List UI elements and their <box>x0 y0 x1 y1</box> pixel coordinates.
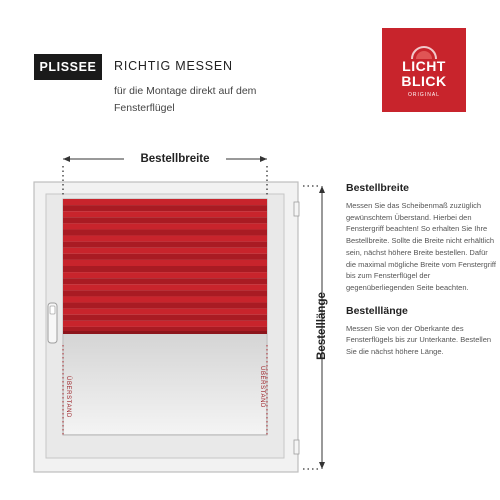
product-tag: PLISSEE <box>34 54 102 80</box>
blind-pleat <box>63 296 267 302</box>
blind-pleat <box>63 248 267 254</box>
blind-pleat-shade <box>63 254 267 260</box>
blind-pleat <box>63 321 267 327</box>
blind-bottom-rail <box>63 331 267 334</box>
info-text-length: Messen Sie von der Oberkante des Fensterflügels bis zur Unterkante. Bestellen Sie die nächst höhere Länge. <box>346 323 492 357</box>
length-label: Bestelllänge <box>316 292 328 360</box>
logo-line-2: BLICK <box>401 73 447 89</box>
blind-pleat <box>63 199 267 205</box>
hinge-top <box>294 202 299 216</box>
info-title-length: Bestelllänge <box>346 304 408 317</box>
blind-pleat-shade <box>63 229 267 235</box>
blind-pleat-shade <box>63 278 267 284</box>
width-label: Bestellbreite <box>124 153 226 165</box>
blind-pleat-shade <box>63 303 267 309</box>
logo-line-3: ORIGINAL <box>408 92 440 98</box>
logo-line-1: LICHT <box>402 58 446 74</box>
blind-pleat <box>63 236 267 242</box>
page-subline: für die Montage direkt auf dem Fensterflügel <box>114 85 257 114</box>
blind-pleat-shade <box>63 266 267 272</box>
blind-pleat-shade <box>63 315 267 321</box>
info-title-width: Bestellbreite <box>346 182 410 194</box>
info-column <box>346 182 496 358</box>
page-headline: RICHTIG MESSEN <box>114 59 233 73</box>
blind-pleat <box>63 309 267 315</box>
blind-pleat-shade <box>63 242 267 248</box>
blind-pleat <box>63 284 267 290</box>
overhang-label-left: ÜBERSTAND <box>65 376 71 418</box>
blind-pleat <box>63 223 267 229</box>
blind-pleat <box>63 211 267 217</box>
hinge-bottom <box>294 440 299 454</box>
blind-pleat <box>63 272 267 278</box>
blind-pleat-shade <box>63 290 267 296</box>
overhang-label-right: ÜBERSTAND <box>259 366 265 408</box>
window-handle-icon <box>48 303 57 343</box>
info-text-width: Messen Sie das Scheibenmaß zuzüglich gewünschtem Überstand. Hierbei den Fenstergriff beachten! So erhalten Sie Ihre Bestellbreite. Sollte die Breite nicht erhältlich sein, nächst höhere Breite bestellen. Dafür die maximal mögliche Breite vom Fenstergriff bis zum Fensterflügel der gegenüberliegenden Seite beachten. <box>346 201 496 292</box>
blind-pleat-shade <box>63 217 267 223</box>
pleated-blind <box>63 199 267 334</box>
blind-pleat <box>63 260 267 266</box>
glass-reflection <box>64 332 266 434</box>
blind-pleat-shade <box>63 205 267 211</box>
